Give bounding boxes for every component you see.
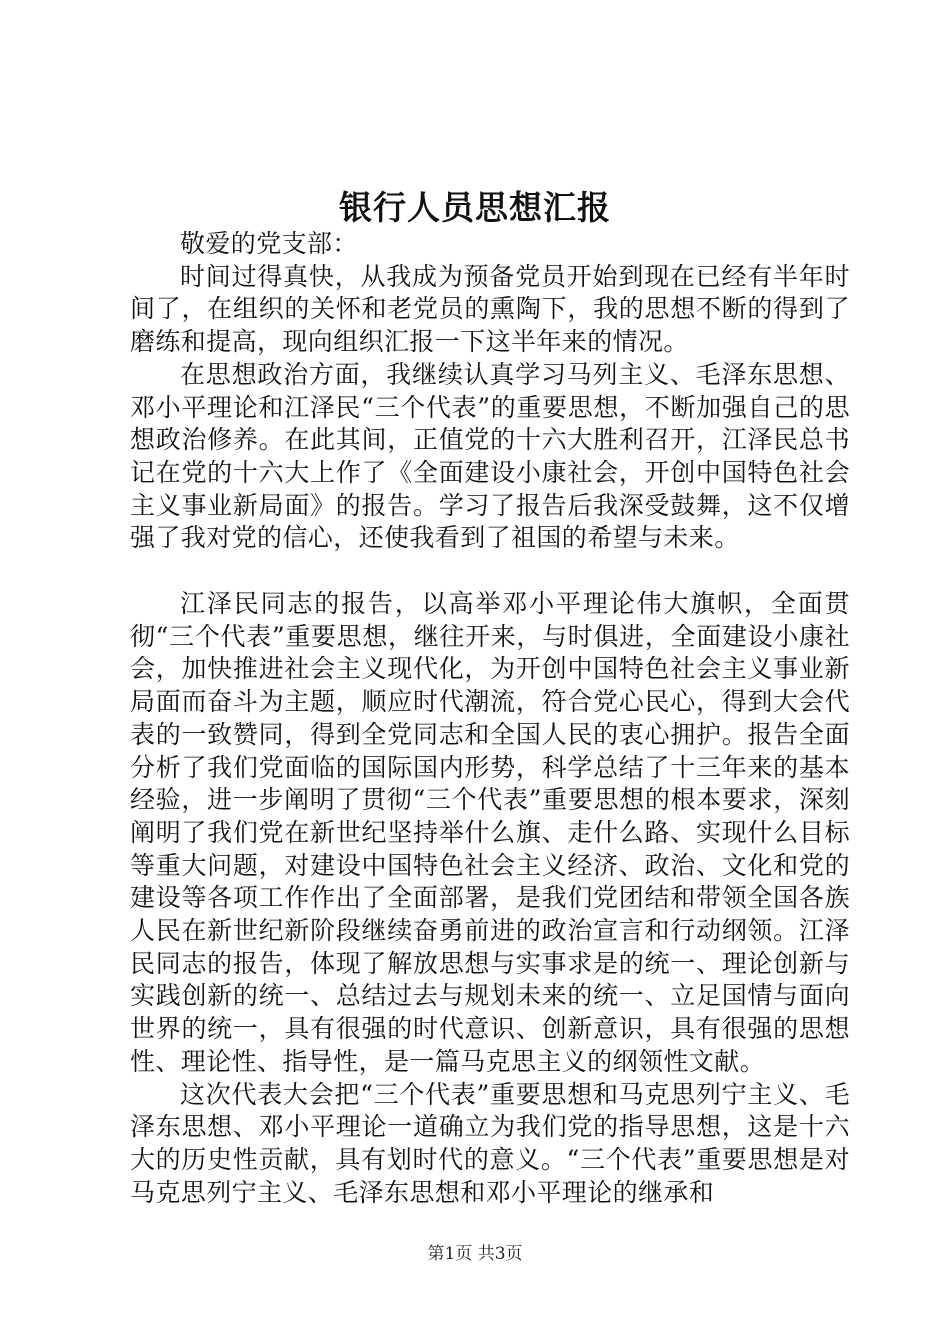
page-number-footer: 第1页 共3页 [427, 1244, 523, 1264]
paragraph: 这次代表大会把“三个代表”重要思想和马克思列宁主义、毛泽东思想、邓小平理论一道确立为我们党的指导思想，这是十六大的历史性贡献，具有划时代的意义。“三个代表”重要思想是对马克思列宁主义、毛泽东思想和邓小平理论的继承和 [130, 1079, 850, 1207]
paragraph: 江泽民同志的报告，以高举邓小平理论伟大旗帜，全面贯彻“三个代表”重要思想，继往开来，与时俱进，全面建设小康社会，加快推进社会主义现代化，为开创中国特色社会主义事业新局面而奋斗为主题，顺应时代潮流，符合党心民心，得到大会代表的一致赞同，得到全党同志和全国人民的衷心拥护。报告全面分析了我们党面临的国际国内形势，科学总结了十三年来的基本经验，进一步阐明了贯彻“三个代表”重要思想的根本要求，深刻阐明了我们党在新世纪坚持举什么旗、走什么路、实现什么目标等重大问题，对建设中国特色社会主义经济、政治、文化和党的建设等各项工作作出了全面部署，是我们党团结和带领全国各族人民在新世纪新阶段继续奋勇前进的政治宣言和行动纲领。江泽民同志的报告，体现了解放思想与实事求是的统一、理论创新与实践创新的统一、总结过去与规划未来的统一、立足国情与面向世界的统一，具有很强的时代意识、创新意识，具有很强的思想性、理论性、指导性，是一篇马克思主义的纲领性文献。 [130, 589, 850, 1076]
paragraph-spacer [130, 555, 850, 588]
paragraph: 时间过得真快，从我成为预备党员开始到现在已经有半年时间了，在组织的关怀和老党员的熏陶下，我的思想不断的得到了磨练和提高，现向组织汇报一下这半年来的情况。 [130, 261, 850, 357]
paragraph: 在思想政治方面，我继续认真学习马列主义、毛泽东思想、邓小平理论和江泽民“三个代表”的重要思想，不断加强自己的思想政治修养。在此其间，正值党的十六大胜利召开，江泽民总书记在党的十六大上作了《全面建设小康社会，开创中国特色社会主义事业新局面》的报告。学习了报告后我深受鼓舞，这不仅增强了我对党的信心，还使我看到了祖国的希望与未来。 [130, 359, 850, 553]
document-body [130, 228, 850, 1209]
salutation: 敬爱的党支部： [180, 229, 358, 258]
document-title: 银行人员思想汇报 [339, 188, 611, 227]
